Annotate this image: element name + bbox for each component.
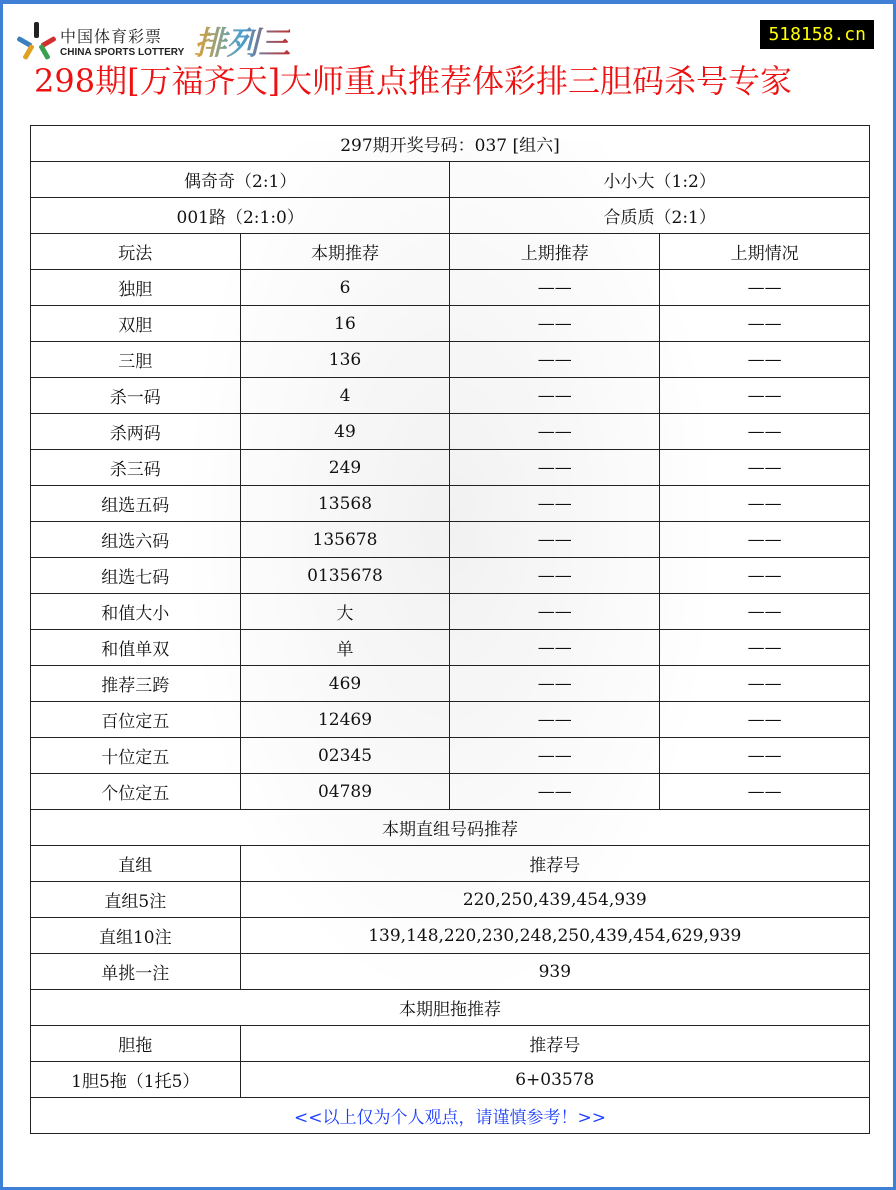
current-pick: 249 xyxy=(240,450,450,486)
previous-status: —— xyxy=(660,666,870,702)
previous-pick: —— xyxy=(450,306,660,342)
table-row xyxy=(31,774,870,810)
pattern-prime: 合质质（2:1） xyxy=(450,198,870,234)
table-row xyxy=(31,738,870,774)
current-pick: 0135678 xyxy=(240,558,450,594)
pattern-size: 小小大（1:2） xyxy=(450,162,870,198)
play-type: 杀一码 xyxy=(31,378,241,414)
table-row xyxy=(31,1026,870,1062)
table-row xyxy=(31,1098,870,1134)
previous-pick: —— xyxy=(450,774,660,810)
previous-status: —— xyxy=(660,306,870,342)
current-pick: 单 xyxy=(240,630,450,666)
draw-result: 297期开奖号码：037 [组六] xyxy=(31,126,870,162)
previous-status: —— xyxy=(660,342,870,378)
previous-pick: —— xyxy=(450,738,660,774)
drag-header: 胆拖 xyxy=(31,1026,241,1062)
section-title-drag: 本期胆拖推荐 xyxy=(31,990,870,1026)
table-row xyxy=(31,954,870,990)
previous-pick: —— xyxy=(450,414,660,450)
previous-pick: —— xyxy=(450,558,660,594)
pattern-odd-even: 偶奇奇（2:1） xyxy=(31,162,450,198)
col-header: 玩法 xyxy=(31,234,241,270)
table-row xyxy=(31,342,870,378)
previous-status: —— xyxy=(660,486,870,522)
direct-value: 220,250,439,454,939 xyxy=(240,882,869,918)
table-row xyxy=(31,378,870,414)
table-row xyxy=(31,522,870,558)
current-pick: 136 xyxy=(240,342,450,378)
current-pick: 16 xyxy=(240,306,450,342)
play-type: 组选七码 xyxy=(31,558,241,594)
previous-status: —— xyxy=(660,450,870,486)
current-pick: 49 xyxy=(240,414,450,450)
previous-status: —— xyxy=(660,270,870,306)
table-row xyxy=(31,486,870,522)
section-title-direct: 本期直组号码推荐 xyxy=(31,810,870,846)
col-header: 本期推荐 xyxy=(240,234,450,270)
table-row xyxy=(31,882,870,918)
logo-en: CHINA SPORTS LOTTERY xyxy=(60,47,185,58)
play-type: 杀两码 xyxy=(31,414,241,450)
logo-cn: 中国体育彩票 xyxy=(60,27,163,46)
logo-star-icon xyxy=(20,22,54,60)
previous-status: —— xyxy=(660,594,870,630)
table-row xyxy=(31,666,870,702)
table-row xyxy=(31,990,870,1026)
table-row xyxy=(31,846,870,882)
direct-name: 单挑一注 xyxy=(31,954,241,990)
table-row xyxy=(31,1062,870,1098)
pattern-route: 001路（2:1:0） xyxy=(31,198,450,234)
col-header: 上期情况 xyxy=(660,234,870,270)
table-row xyxy=(31,450,870,486)
previous-status: —— xyxy=(660,378,870,414)
current-pick: 04789 xyxy=(240,774,450,810)
table-row xyxy=(31,810,870,846)
previous-pick: —— xyxy=(450,522,660,558)
recommendation-table xyxy=(30,125,870,1134)
previous-pick: —— xyxy=(450,378,660,414)
drag-value: 6+03578 xyxy=(240,1062,869,1098)
drag-name: 1胆5拖（1托5） xyxy=(31,1062,241,1098)
table-row xyxy=(31,630,870,666)
previous-status: —— xyxy=(660,774,870,810)
previous-status: —— xyxy=(660,558,870,594)
direct-value: 139,148,220,230,248,250,439,454,629,939 xyxy=(240,918,869,954)
direct-name: 直组10注 xyxy=(31,918,241,954)
table-row xyxy=(31,702,870,738)
current-pick: 13568 xyxy=(240,486,450,522)
column-header xyxy=(31,234,870,270)
current-pick: 135678 xyxy=(240,522,450,558)
direct-name: 直组5注 xyxy=(31,882,241,918)
previous-status: —— xyxy=(660,738,870,774)
col-header: 上期推荐 xyxy=(450,234,660,270)
previous-pick: —— xyxy=(450,594,660,630)
previous-pick: —— xyxy=(450,666,660,702)
previous-pick: —— xyxy=(450,630,660,666)
previous-status: —— xyxy=(660,630,870,666)
play-type: 杀三码 xyxy=(31,450,241,486)
current-pick: 02345 xyxy=(240,738,450,774)
previous-pick: —— xyxy=(450,342,660,378)
previous-pick: —— xyxy=(450,486,660,522)
previous-pick: —— xyxy=(450,270,660,306)
table-row xyxy=(31,594,870,630)
play-type: 组选五码 xyxy=(31,486,241,522)
previous-pick: —— xyxy=(450,702,660,738)
previous-status: —— xyxy=(660,702,870,738)
direct-header: 直组 xyxy=(31,846,241,882)
previous-status: —— xyxy=(660,414,870,450)
current-pick: 12469 xyxy=(240,702,450,738)
site-badge: 518158.cn xyxy=(760,20,874,49)
table-row xyxy=(31,270,870,306)
play-type: 十位定五 xyxy=(31,738,241,774)
play-type: 组选六码 xyxy=(31,522,241,558)
current-pick: 4 xyxy=(240,378,450,414)
previous-pick: —— xyxy=(450,450,660,486)
play-type: 推荐三跨 xyxy=(31,666,241,702)
play-type: 和值单双 xyxy=(31,630,241,666)
play-type: 双胆 xyxy=(31,306,241,342)
direct-header: 推荐号 xyxy=(240,846,869,882)
footer-note: <<以上仅为个人观点，请谨慎参考！>> xyxy=(31,1098,870,1134)
play-type: 个位定五 xyxy=(31,774,241,810)
table-row xyxy=(31,558,870,594)
page-title: 298期[万福齐天]大师重点推荐体彩排三胆码杀号专家 xyxy=(34,62,793,100)
play-type: 和值大小 xyxy=(31,594,241,630)
direct-value: 939 xyxy=(240,954,869,990)
drag-header: 推荐号 xyxy=(240,1026,869,1062)
play-type: 三胆 xyxy=(31,342,241,378)
play-type: 百位定五 xyxy=(31,702,241,738)
logo-game: 排列三 xyxy=(194,18,290,64)
table-row xyxy=(31,414,870,450)
current-pick: 大 xyxy=(240,594,450,630)
play-type: 独胆 xyxy=(31,270,241,306)
table-row xyxy=(31,306,870,342)
table-row xyxy=(31,918,870,954)
previous-status: —— xyxy=(660,522,870,558)
current-pick: 469 xyxy=(240,666,450,702)
current-pick: 6 xyxy=(240,270,450,306)
